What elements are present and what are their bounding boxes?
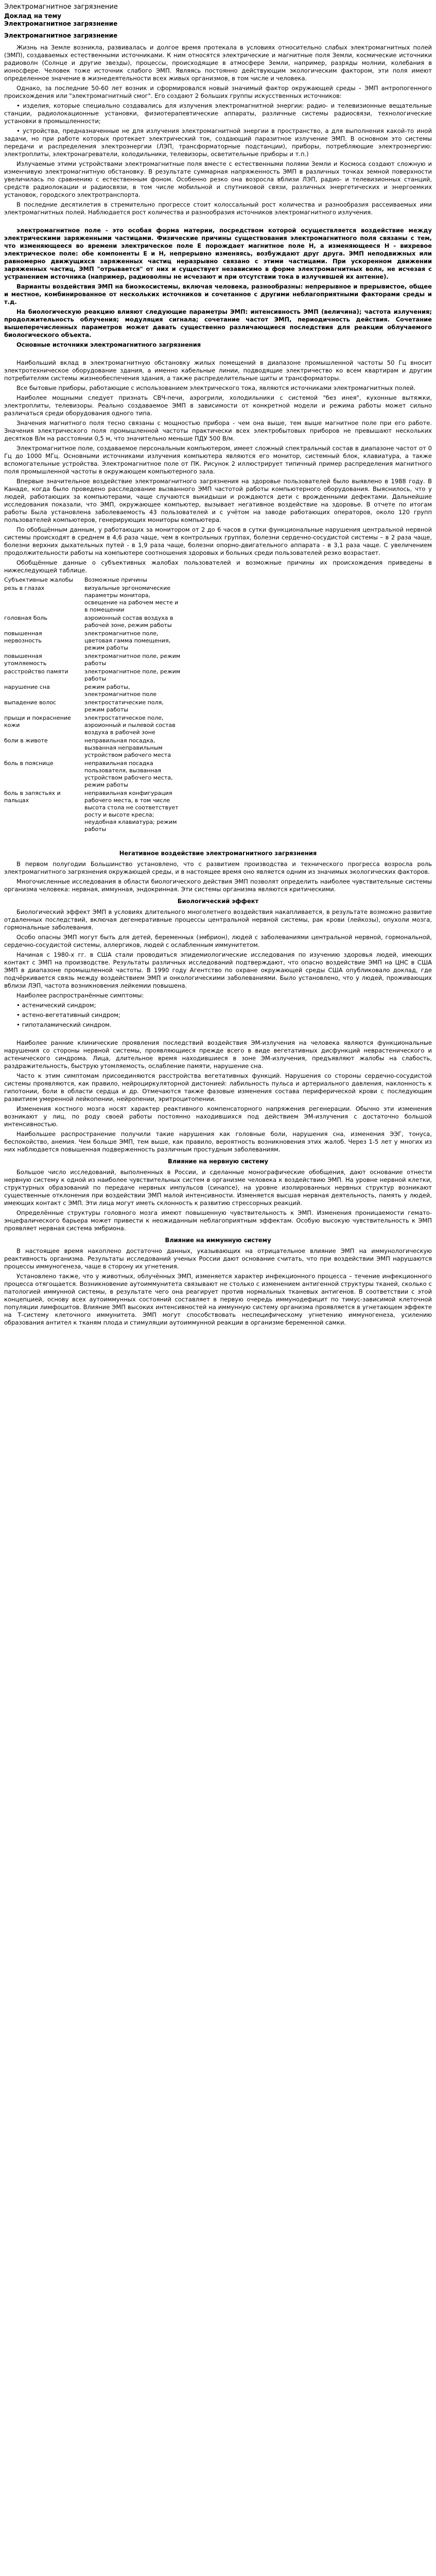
paragraph: • астено-вегетативный синдром;	[16, 1011, 120, 1019]
table-row	[4, 668, 185, 684]
bio-section	[4, 908, 432, 1029]
paragraph: На биологическую реакцию влияют следующие параметры ЭМП: интенсивность ЭМП (величина); частота излучения; продолжительность облучения; модуляция сигнала; сочетание частот ЭМП, периодичность действия. Сочетание вышеперечисленных параметров может давать существенно различающиеся последствия для реакции облучаемого биологического объекта.	[4, 308, 432, 338]
section-heading: Биологический эффект	[177, 897, 259, 905]
table-cell: неправильная конфигурация рабочего места, в том числе высота стола не соответствует росту и высоте кресла; неудобная клавиатура; режим работы	[84, 790, 179, 833]
paragraph: Особо опасны ЭМП могут быть для детей, беременных (эмбрион), людей с заболеваниями центральной нервной, гормональной, сердечно-сосудистой системы, аллергиков, людей с ослабленным иммунитетом.	[4, 934, 432, 948]
table-cell: нарушение сна	[4, 684, 50, 690]
table-cell: электростатическое поле, аэроионный и пылевой состав воздуха в рабочей зоне	[84, 715, 176, 736]
sources-section	[4, 359, 432, 574]
paragraph: В первом полугодии Большинство установлено, что с развитием производства и технического прогресса возросла роль электромагнитного загрязнения окружающей среды, и в настоящее время оно является одним из значимых экологических факторов.	[4, 860, 432, 875]
table-row	[4, 760, 185, 790]
paragraph: В последние десятилетия в стремительно прогрессе стоит колоссальный рост количества и разнообразия рассеиваемых ими электромагнитных полей. Наблюдается рост количества и разнообразия источников электромагнитного излучения.	[4, 201, 432, 216]
table-cell: электромагнитное поле, режим работы	[84, 653, 181, 667]
negative-section	[4, 860, 432, 893]
paragraph: Электромагнитное поле, создаваемое персональным компьютером, имеет сложный спектральный состав в диапазоне частот от 0 Гц до 1000 МГц. Основными источниками излучения компьютера являются его монитор, системный блок, клавиатура, а также вспомогательные устройства. Электромагнитное поле от ПК. Рисунок 2 иллюстрирует типичный пример распределения магнитного поля промышленной частоты в окружающем компьютерного зала.	[4, 445, 432, 475]
table-row	[4, 653, 185, 668]
table-row	[4, 737, 185, 760]
paragraph: Наиболее ранние клинические проявления последствий воздействия ЭМ-излучения на человека являются функциональные нарушения со стороны нервной системы, проявляющиеся прежде всего в виде вегетативных дисфункций неврастенического и астенического синдрома. Лица, длительное время находившиеся в зоне ЭМ-излучения, предъявляют жалобы на слабость, раздражительность, быструю утомляемость, ослабление памяти, нарушение сна.	[4, 1039, 432, 1070]
table-cell: неправильная посадка, вызванная неправильным устройством рабочего места	[84, 737, 171, 758]
table-header-row	[4, 577, 185, 585]
table-cell: режим работы, электромагнитное поле	[84, 684, 157, 698]
table-row	[4, 585, 185, 615]
paragraph: Установлено также, что у животных, облучённых ЭМП, изменяется характер инфекционного процесса – течение инфекционного процесса отягощается. Возникновение аутоиммунитета связывают не столько с изменением антигенной структуры тканей, сколько с патологией иммунной системы, в результате чего она реагирует против нормальных тканевых антигенов. В соответствии с этой концепцией, основу всех аутоиммунных состояний составляет в первую очередь иммунодефицит по тимус-зависимой клеточной популяции лимфоцитов. Влияние ЭМП высоких интенсивностей на иммунную систему организма проявляется в угнетающем эффекте на Т-систему клеточного иммунитета. ЭМП могут способствовать неспецифическому угнетению иммуногенеза, усилению образования антител к тканям плода и стимуляции аутоиммунной реакции в организме беременной самки.	[4, 1273, 432, 1326]
table-cell: боли в животе	[4, 737, 48, 744]
table-cell: визуальные эргономические параметры монитора, освещение на рабочем месте и в помещении	[84, 585, 179, 613]
paragraph: Наибольшее распространение получили такие нарушения как головные боли, нарушения сна, изменения ЭЭГ, тонуса, беспокойство, анемия. Чем больше ЭМП, тем выше, как правило, вероятность возникновения этих жалоб. Через 1-5 лет у многих из них наблюдается повышенная подверженность различным простудным заболеваниям.	[4, 1130, 432, 1153]
table-row	[4, 630, 185, 653]
table-cell: электростатические поля, режим работы	[84, 699, 164, 713]
paragraph: Жизнь на Земле возникла, развивалась и долгое время протекала в условиях относительно слабых электромагнитных полей (ЭМП), создаваемых естественными источниками. К ним относятся электрические и магнитные поля Земли, космические источники радиоволн (Солнце и другие звезды), процессы, происходящие в атмосфере Земли, например, разряды молнии, колебания в ионосфере. Человек тоже источник слабого ЭМП. Являясь постоянно действующим экологическим фактором, эти поля имеют определенное значение в жизнедеятельности всех живых организмов, в том числе и человека.	[4, 44, 432, 82]
doc-type: Доклад на тему	[4, 12, 62, 20]
paragraph: По обобщённым данным, у работающих за монитором от 2 до 6 часов в сутки функциональные нарушения центральной нервной системы происходят в среднем в 4,6 раза чаще, чем в контрольных группах, болезни сердечно-сосудистой системы – в 2 раза чаще, болезни верхних дыхательных путей - в 1,9 раза чаще, болезни опорно-двигательного аппарата - в 3,1 раза чаще. С увеличением продолжительности работы на компьютере соотношения здоровых и больных среди пользователей резко возрастает.	[4, 526, 432, 556]
table-row	[4, 790, 185, 834]
table-cell: повышенная утомляемость	[4, 653, 47, 667]
paragraph: Однако, за последние 50-60 лет возник и сформировался новый значимый фактор окружающей среды – ЭМП антропогенного происхождения или "электромагнитный смог". Его создают 2 больших группы искусственных источников:	[4, 84, 432, 99]
table-header-cell: Субъективные жалобы	[4, 577, 74, 583]
paragraph: Многочисленные исследования в области биологического действия ЭМП позволят определить наиболее чувствительные системы организма человека: нервная, иммунная, эндокринная. Эти системы организма являются критическими.	[4, 878, 432, 893]
paragraph: Значения магнитного поля тесно связаны с мощностью прибора - чем она выше, тем выше магнитное поле при его работе. Значения электрического поля промышленной частоты практически всех электробытовых приборов не превышают нескольких десятков В/м на расстоянии 0,5 м, что значительно меньше ПДУ 500 В/м.	[4, 419, 432, 442]
nervous-section	[4, 1168, 432, 1232]
table-cell: головная боль	[4, 615, 47, 621]
paragraph: электромагнитное поле - это особая форма материи, посредством которой осуществляется воздействие между электрическими заряженными частицами. Физические причины существования электромагнитного поля связаны с тем, что изменяющееся во времени электрическое поле E порождает магнитное поле H, а изменяющееся H - вихревое электрическое поле: обе компоненты E и H, непрерывно изменяясь, возбуждают друг друга. ЭМП неподвижных или равномерно движущихся заряженных частиц неразрывно связано с этими частицами. При ускоренном движении заряженных частиц, ЭМП "отрывается" от них и существует независимо в форме электромагнитных волн, не исчезая с устранением источника (например, радиоволны не исчезают и при отсутствии тока в излучившей их антенне).	[4, 227, 432, 280]
doc-title: Электромагнитное загрязнение	[4, 32, 118, 39]
paragraph: Большое число исследований, выполненных в России, и сделанные монографические обобщения, дают основание отнести нервную систему к одной из наиболее чувствительных систем в организме человека к воздействию ЭМП. На уровне нервной клетки, структурных образований по передаче нервных импульсов (синапсе), на уровне изолированных нервных структур возникают существенные отклонения при воздействии ЭМП малой интенсивности. Изменяется высшая нервная деятельность, память у людей, имеющих контакт с ЭМП. Эти лица могут иметь склонность к развитию стрессорных реакций.	[4, 1168, 432, 1207]
paragraph: Излучаемые этими устройствами электромагнитные поля вместе с естественными полями Земли и Космоса создают сложную и изменчивую электромагнитную обстановку. В результате суммарная напряженность ЭМП в различных точках земной поверхности увеличилась по сравнению с естественным фоном. Особенно резко она возросла вблизи ЛЭП, радио- и телевизионных станций, средств радиолокации и радиосвязи, в том числе мобильной и спутниковой связи, различных энергетических и энергоемких установок, городского электротранспорта.	[4, 160, 432, 198]
paragraph: Наиболее распространённые симптомы:	[16, 992, 144, 999]
table-cell: аэроионный состав воздуха в рабочей зоне, режим работы	[84, 615, 173, 629]
table-cell: электромагнитное поле, цветовая гамма помещения, режим работы	[84, 630, 171, 651]
definitions-section	[4, 227, 432, 349]
table-row	[4, 615, 185, 630]
paragraph: Обобщённые данные о субъективных жалобах пользователей и возможные причины их происхождения приведены в нижеследующей таблице.	[4, 559, 432, 574]
paragraph: Определённые структуры головного мозга имеют повышенную чувствительность к ЭМП. Изменения проницаемости гемато-энцефалического барьера может привести к неожиданным неблагоприятным эффектам. Особую высокую чувствительность к ЭМП проявляет нервная система эмбриона.	[4, 1209, 432, 1232]
table-cell: прыщи и покраснение кожи	[4, 715, 71, 728]
paragraph: Изменения костного мозга носят характер реактивного компенсаторного напряжения регенерации. Обычно эти изменения возникают у лиц, по роду своей работы постоянно находившихся под действием ЭМ-излучения с достаточно большой интенсивностью.	[4, 1105, 432, 1128]
paragraph: • изделия, которые специально создавались для излучения электромагнитной энергии: радио- и телевизионные вещательные станции, радиолокационные установки, физиотерапевтические аппараты, различные системы радиосвязи, технологические установки в промышленности;	[4, 102, 432, 125]
table-row	[4, 699, 185, 715]
paragraph: Варианты воздействия ЭМП на биоэкосистемы, включая человека, разнообразны: непрерывное и прерывистое, общее и местное, комбинированное от нескольких источников и сочетанное с другими неблагоприятными факторами среды и т.д.	[4, 283, 432, 306]
table-cell: повышенная нервозность	[4, 630, 42, 644]
site-title: Электромагнитное загрязнение	[4, 3, 118, 11]
bio-section-2	[4, 1039, 432, 1154]
paragraph: • гипоталамический синдром.	[16, 1021, 112, 1028]
section-heading: Негативное воздействие электромагнитного загрязнения	[119, 850, 317, 857]
paragraph: Наиболее мощными следует признать СВЧ-печи, аэрогрили, холодильники с системой "без инея", кухонные вытяжки, электроплиты, телевизоры. Реально создаваемое ЭМП в зависимости от конкретной модели и режима работы может сильно различаться среди оборудования одного типа.	[4, 394, 432, 417]
paragraph: Впервые значительное воздействие электромагнитного загрязнения на здоровье пользователей было выявлено в 1988 году. В Канаде, когда было проведено расследование вызванного ЭМП частотой работы компьютерного оборудования. Выяснилось, что у людей, работающих за компьютерами, чаще случаются выкидыши и рождаются дети с врожденными дефектами. Дальнейшие исследования показали, что ЭМП, окружающее компьютер, вызывает негативное воздействие на здоровье. В отчете по итогам работы Была установлена заболеваемость 43 пользователей и с учётом на заводе работающих операторов, около 120 групп пользователей компьютеров, генерирующих мониторы компьютера.	[4, 478, 432, 523]
table-cell: резь в глазах	[4, 585, 45, 591]
table-cell: неправильная посадка пользователя, вызванная устройством рабочего места, режим работы	[84, 760, 173, 788]
table-cell: электромагнитное поле, режим работы	[84, 668, 181, 682]
paragraph: Основные источники электромагнитного загрязнения	[16, 341, 201, 348]
complaints-table	[4, 577, 185, 834]
table-cell: расстройство памяти	[4, 668, 68, 675]
section-heading: Влияние на нервную систему	[167, 1158, 269, 1165]
table-cell: боль в запястьях и пальцах	[4, 790, 61, 804]
paragraph: Начиная с 1980-х гг. в США стали проводиться эпидемиологические исследования по изучению здоровья людей, имеющих контакт с ЭМП на производстве. Результаты различных исследований подтверждают, что опасно воздействие ЭМП на ЦНС в США ЭМП в диапазоне промышленной частоты. В 1990 году Агентство по охране окружающей среды США опубликовало доклад, где подчёркивается связь между воздействием ЭМП и онкологическими заболеваниями. Было установлено, что у людей, проживающих вблизи ЛЭП, частота возникновения лейкемии повышена.	[4, 951, 432, 989]
paragraph: В настоящее время накоплено достаточно данных, указывающих на отрицательное влияние ЭМП на иммунологическую реактивность организма. Результаты исследований ученых России дают основание считать, что при воздействии ЭМП нарушаются процессы иммуногенеза, чаще в сторону их угнетения.	[4, 1247, 432, 1270]
table-row	[4, 715, 185, 737]
paragraph: • устройства, предназначенные не для излучения электромагнитной энергии в пространство, а для выполнения какой-то иной задачи, но при работе которых протекает электрический ток, создающий паразитное излучение ЭМП. В основном это системы передачи и распределения электроэнергии (ЛЭП, трансформаторные подстанции), приборы, потребляющие электроэнергию: электроплиты, электронагреватели, холодильники, телевизоры, осветительные приборы и т.п.)	[4, 127, 432, 158]
table-header-cell: Возможные причины	[84, 577, 148, 583]
section-heading: Влияние на иммунную систему	[165, 1236, 271, 1244]
paragraph: Биологический эффект ЭМП в условиях длительного многолетнего воздействия накапливается, в результате возможно развитие отдаленных последствий, включая дегенеративные процессы центральной нервной системы, рак крови (лейкозы), опухоли мозга, гормональные заболевания.	[4, 908, 432, 931]
immune-section	[4, 1247, 432, 1327]
table-row	[4, 684, 185, 699]
paragraph: • астенический синдром;	[16, 1002, 96, 1009]
table-cell: выпадение волос	[4, 699, 57, 706]
intro-section	[4, 44, 432, 216]
doc-subtitle: Электромагнитное загрязнение	[4, 20, 118, 27]
paragraph: Все бытовые приборы, работающие с использованием электрического тока, являются источниками электромагнитных полей.	[16, 384, 416, 392]
paragraph: Часто к этим симптомам присоединяются расстройства вегетативных функций. Нарушения со стороны сердечно-сосудистой системы проявляются, как правило, нейроциркуляторной дистонией: лабильность пульса и артериального давления, наклонность к гипотонии, боли в области сердца и др. Отмечаются также фазовые изменения состава периферической крови с последующим развитием умеренной лейкопении, нейропении, эритроцитопении.	[4, 1072, 432, 1103]
table-cell: боль в пояснице	[4, 760, 54, 767]
paragraph: Наибольший вклад в электромагнитную обстановку жилых помещений в диапазоне промышленной частоты 50 Гц вносит электротехническое оборудование здания, а именно кабельные линии, подводящие электричество ко всем квартирам и другим потребителям системы жизнеобеспечения здания, а также распределительные щиты и трансформаторы.	[4, 359, 432, 382]
